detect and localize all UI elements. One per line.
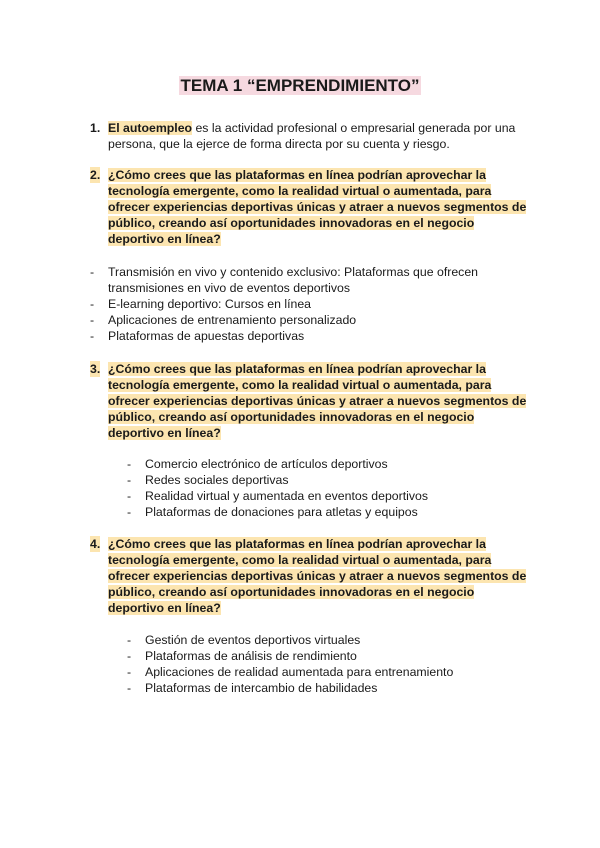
question-4 [90,536,530,616]
question-line: deportivo en línea? [108,601,221,615]
dash-bullet: - [127,633,132,647]
question-line: ofrecer experiencias deportivas únicas y atraer a nuevos segmentos de [108,569,527,583]
question-4-body [108,536,530,616]
question-number: 2. [90,168,101,182]
question-2-body [108,167,530,247]
question-number: 4. [90,537,101,551]
page-title [0,75,600,97]
dash-bullet: - [127,649,132,663]
dash-bullet: - [127,681,132,695]
answer-list-2 [90,264,530,344]
question-line: deportivo en línea? [108,232,221,246]
question-line: tecnología emergente, como la realidad virtual o aumentada, para [108,378,492,392]
question-line: deportivo en línea? [108,426,221,440]
list-item: - Aplicaciones de realidad aumentada para entrenamiento [127,665,454,679]
dash-bullet: - [127,665,132,679]
question-line: tecnología emergente, como la realidad virtual o aumentada, para [108,184,492,198]
list-item: - Plataformas de donaciones para atletas y equipos [127,505,418,519]
dash-bullet: - [90,313,95,327]
dash-bullet: - [90,329,95,343]
highlighted-term: El autoempleo [108,121,193,135]
list-item: - Realidad virtual y aumentada en eventos deportivos [127,489,429,503]
item-1 [90,120,530,152]
dash-bullet: - [127,489,132,503]
question-line: ofrecer experiencias deportivas únicas y atraer a nuevos segmentos de [108,394,527,408]
question-line: público, creando así oportunidades innovadoras en el negocio [108,585,475,599]
question-3-body [108,361,530,441]
answer-list-3 [127,456,547,520]
question-2 [90,167,530,247]
dash-bullet: - [127,457,132,471]
question-line: público, creando así oportunidades innovadoras en el negocio [108,216,475,230]
dash-bullet: - [127,473,132,487]
item-1-text: es la actividad profesional o empresarial generada por una persona, que la ejerce de forma directa por su cuenta y riesgo. [108,121,516,151]
list-item: - Gestión de eventos deportivos virtuales [127,633,361,647]
list-item: - Transmisión en vivo y contenido exclusivo: Plataformas que ofrecen transmisiones en vivo de eventos deportivos [90,265,478,295]
list-item: - Plataformas de apuestas deportivas [90,329,305,343]
answer-list-4 [127,632,547,696]
list-item: - Comercio electrónico de artículos deportivos [127,457,388,471]
question-number: 3. [90,362,101,376]
question-line: ¿Cómo crees que las plataformas en línea podrían aprovechar la [108,537,486,551]
item-number: 1. [90,121,101,135]
dash-bullet: - [90,297,95,311]
question-3 [90,361,530,441]
question-line: tecnología emergente, como la realidad virtual o aumentada, para [108,553,492,567]
list-item: - Plataformas de análisis de rendimiento [127,649,357,663]
dash-bullet: - [90,265,95,279]
list-item: - Redes sociales deportivas [127,473,289,487]
question-line: público, creando así oportunidades innovadoras en el negocio [108,410,475,424]
list-item: - Aplicaciones de entrenamiento personalizado [90,313,357,327]
question-line: ¿Cómo crees que las plataformas en línea podrían aprovechar la [108,362,486,376]
list-item: - E-learning deportivo: Cursos en línea [90,297,312,311]
item-1-body [108,120,530,152]
question-line: ofrecer experiencias deportivas únicas y atraer a nuevos segmentos de [108,200,527,214]
list-item: - Plataformas de intercambio de habilidades [127,681,378,695]
question-line: ¿Cómo crees que las plataformas en línea podrían aprovechar la [108,168,486,182]
dash-bullet: - [127,505,132,519]
page-title-text: TEMA 1 “EMPRENDIMIENTO” [180,76,420,95]
